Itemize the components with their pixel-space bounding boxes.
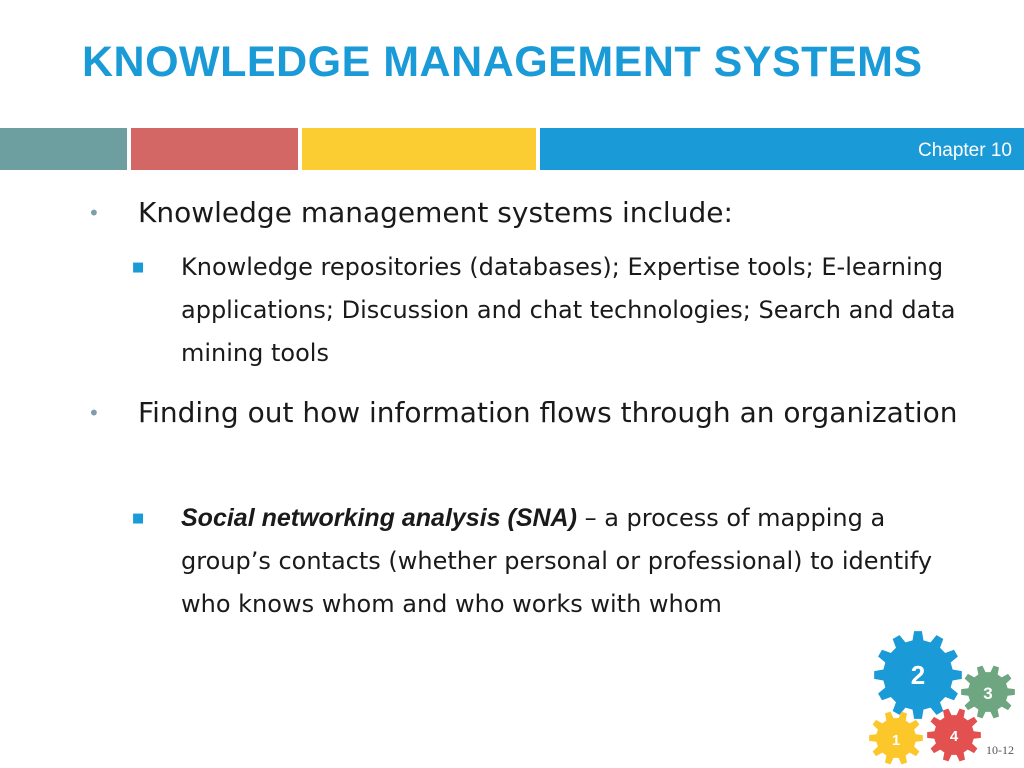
- bullet-dot-icon: •: [88, 201, 100, 225]
- sub-bullet-text: Knowledge repositories (databases); Expertise tools; E-learning applications; Discussion and chat technologies; Search and data mining tools: [181, 253, 956, 367]
- chapter-label: Chapter 10: [917, 140, 1012, 161]
- header-bar-teal: [0, 128, 127, 170]
- gear-3-label: 3: [983, 684, 993, 703]
- gear-2-label: 2: [910, 660, 926, 690]
- header-bar-yellow: [302, 128, 536, 170]
- bullet-text: Finding out how information flows through an organization: [138, 396, 958, 429]
- sna-definition: – a process of mapping a group’s contacts (whether personal or professional) to identify who knows whom and who works with whom: [181, 504, 933, 618]
- bullet-information-flows: [88, 388, 1018, 438]
- square-bullet-icon: ■: [132, 260, 145, 275]
- gear-4-label: 4: [949, 728, 959, 745]
- gear-1-label: 1: [891, 732, 901, 749]
- square-bullet-icon: ■: [132, 511, 145, 526]
- sub-bullet-text: [181, 497, 970, 626]
- bullet-dot-icon: •: [88, 401, 100, 425]
- page-number: 10-12: [986, 743, 1014, 757]
- bullet-text: Knowledge management systems include:: [138, 196, 733, 229]
- sna-term: Social networking analysis (SNA): [181, 504, 577, 532]
- slide-title: KNOWLEDGE MANAGEMENT SYSTEMS: [82, 38, 923, 86]
- sub-bullet-sna: [130, 497, 970, 626]
- bullet-knowledge-systems: [88, 188, 1018, 238]
- header-bar-red: [131, 128, 298, 170]
- sub-bullet-tools: [130, 246, 970, 375]
